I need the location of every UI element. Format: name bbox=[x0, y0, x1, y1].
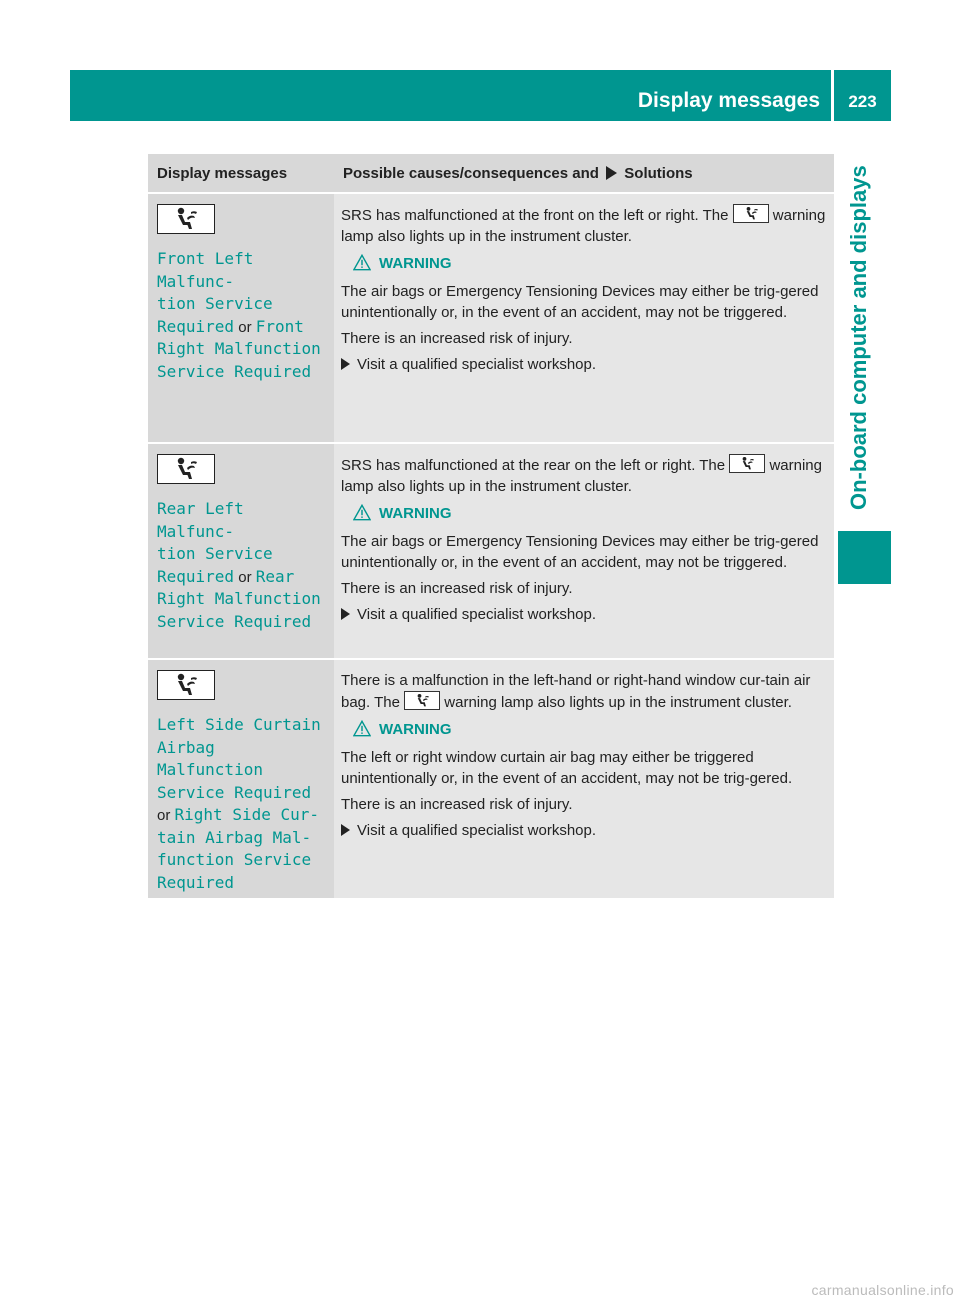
message-line: Required bbox=[157, 872, 235, 892]
header-display-messages: Display messages bbox=[148, 154, 334, 194]
display-messages-table bbox=[148, 154, 834, 900]
table-row bbox=[148, 194, 834, 444]
cause-text-post: warning lamp also lights up in the instrument cluster. bbox=[341, 457, 822, 495]
action-text: Visit a qualified specialist workshop. bbox=[357, 822, 597, 839]
message-line: Airbag Malfunction bbox=[157, 737, 263, 779]
warning-label: WARNING bbox=[379, 505, 452, 522]
or-text: or bbox=[238, 568, 252, 586]
header-solutions bbox=[334, 154, 834, 194]
warning-heading bbox=[353, 253, 828, 274]
warning-label: WARNING bbox=[379, 721, 452, 738]
message-line: tion Service bbox=[157, 544, 273, 563]
message-cell bbox=[148, 194, 334, 444]
message-line: Front Left Malfunc‐ bbox=[157, 249, 254, 291]
header-solutions-pre: Possible causes/consequences and bbox=[343, 164, 599, 182]
page-header bbox=[70, 70, 891, 121]
message-line: Rear Left Malfunc‐ bbox=[157, 499, 244, 541]
table-row bbox=[148, 444, 834, 660]
warning-heading bbox=[353, 719, 828, 740]
cause-text-pre: SRS has malfunctioned at the rear on the left or right. The bbox=[341, 457, 726, 474]
message-line: Required bbox=[157, 566, 235, 586]
watermark: carmanualsonline.info bbox=[811, 1282, 954, 1298]
warning-text: The air bags or Emergency Tensioning Devices may either be trig-gered unintentionally or, in the event of an accident, may not be triggered. bbox=[341, 533, 819, 571]
cause-text-pre: SRS has malfunctioned at the front on the left or right. The bbox=[341, 207, 729, 224]
solution-cell bbox=[334, 444, 834, 660]
airbag-warning-lamp-icon bbox=[404, 691, 440, 710]
risk-text: There is an increased risk of injury. bbox=[341, 330, 573, 347]
cause-text-post: warning lamp also lights up in the instrument cluster. bbox=[444, 694, 792, 711]
message-line: Service Required bbox=[157, 782, 312, 802]
message-line: tain Airbag Mal‐ bbox=[157, 827, 312, 847]
warning-text: The left or right window curtain air bag may either be triggered unintentionally or, in the event of an accident, may not be trig-gered. bbox=[341, 749, 793, 787]
action-text: Visit a qualified specialist workshop. bbox=[357, 356, 597, 373]
header-solutions-post: Solutions bbox=[624, 164, 693, 182]
message-line: function Service bbox=[157, 850, 312, 869]
warning-icon bbox=[353, 721, 379, 738]
warning-icon bbox=[353, 255, 379, 272]
message-cell bbox=[148, 444, 334, 660]
message-line: Rear bbox=[255, 566, 295, 586]
side-tab-label: On-board computer and displays bbox=[846, 165, 871, 510]
cause-text-post: warning lamp also lights up in the instrument cluster. bbox=[341, 207, 826, 245]
arrow-icon bbox=[606, 166, 617, 180]
cause-text bbox=[341, 454, 828, 497]
action-text: Visit a qualified specialist workshop. bbox=[357, 606, 597, 623]
action-step bbox=[341, 354, 828, 375]
table-header-row bbox=[148, 154, 834, 194]
action-step bbox=[341, 820, 828, 841]
airbag-warning-lamp-icon bbox=[733, 204, 769, 223]
risk-text: There is an increased risk of injury. bbox=[341, 796, 573, 813]
message-line: Required bbox=[157, 316, 235, 336]
side-tab-block bbox=[838, 531, 891, 584]
warning-heading bbox=[353, 503, 828, 524]
warning-icon bbox=[353, 505, 379, 522]
airbag-warning-lamp-icon bbox=[157, 670, 215, 700]
cause-text bbox=[341, 670, 828, 713]
message-line: Right Side Cur‐ bbox=[174, 805, 320, 824]
message-line: Right Malfunction bbox=[157, 589, 321, 608]
solution-cell bbox=[334, 660, 834, 900]
solution-cell bbox=[334, 194, 834, 444]
risk-text: There is an increased risk of injury. bbox=[341, 580, 573, 597]
warning-label: WARNING bbox=[379, 255, 452, 272]
message-line: tion Service bbox=[157, 294, 273, 313]
arrow-icon bbox=[341, 358, 350, 370]
display-message bbox=[157, 248, 326, 383]
message-line: Left Side Curtain bbox=[157, 715, 321, 734]
airbag-warning-lamp-icon bbox=[729, 454, 765, 473]
message-line: Service Required bbox=[157, 611, 312, 631]
display-message bbox=[157, 714, 326, 894]
table-row bbox=[148, 660, 834, 900]
arrow-icon bbox=[341, 608, 350, 620]
airbag-warning-lamp-icon bbox=[157, 204, 215, 234]
cause-text-pre: There is a malfunction in the left-hand or right-hand window cur-tain air bag. The bbox=[341, 672, 811, 711]
action-step bbox=[341, 604, 828, 625]
message-line: Right Malfunction bbox=[157, 339, 321, 358]
message-line: Front bbox=[255, 316, 304, 336]
airbag-warning-lamp-icon bbox=[157, 454, 215, 484]
arrow-icon bbox=[341, 824, 350, 836]
cause-text bbox=[341, 204, 828, 247]
section-title: Display messages bbox=[637, 89, 820, 112]
message-cell bbox=[148, 660, 334, 900]
or-text: or bbox=[238, 318, 252, 336]
warning-text: The air bags or Emergency Tensioning Devices may either be trig-gered unintentionally or, in the event of an accident, may not be triggered. bbox=[341, 283, 819, 321]
display-message bbox=[157, 498, 326, 633]
message-line: Service Required bbox=[157, 361, 312, 381]
page-number: 223 bbox=[848, 92, 877, 111]
or-text: or bbox=[157, 807, 171, 824]
